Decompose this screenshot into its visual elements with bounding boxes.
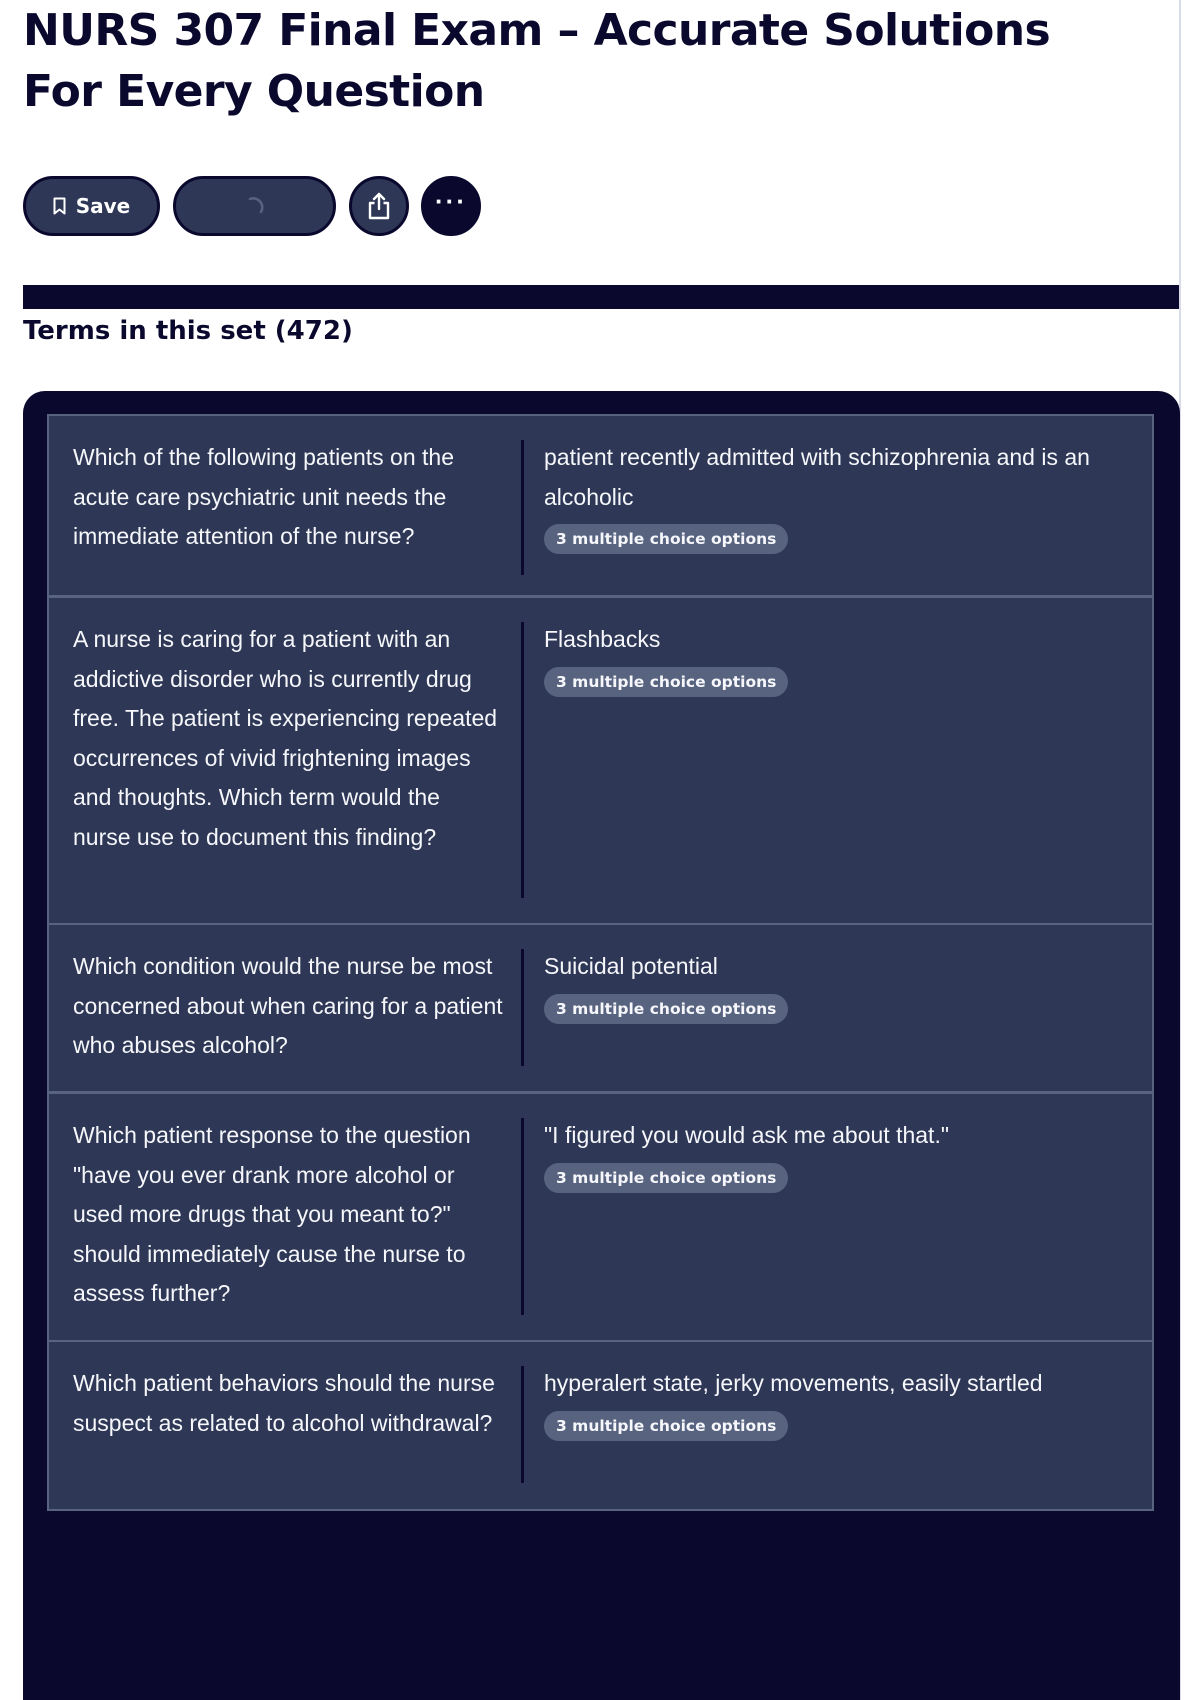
- definition-block: [544, 438, 1124, 557]
- definition-text: patient recently admitted with schizophrenia and is an alcoholic: [544, 444, 1090, 510]
- loading-spinner-icon: [244, 195, 266, 217]
- card-separator: [521, 440, 524, 575]
- card-separator: [521, 949, 524, 1066]
- save-button[interactable]: [23, 176, 160, 236]
- term-card[interactable]: [47, 923, 1154, 1093]
- multiple-choice-badge: 3 multiple choice options: [544, 1163, 788, 1193]
- term-text: Which of the following patients on the acute care psychiatric unit needs the immediate attention of the nurse?: [73, 444, 455, 549]
- terms-heading: Terms in this set (472): [23, 316, 353, 346]
- definition-text: "I figured you would ask me about that.": [544, 1122, 950, 1148]
- save-button-label: Save: [75, 194, 131, 218]
- card-separator: [521, 622, 524, 898]
- definition-block: [544, 1116, 1124, 1195]
- section-divider: [23, 285, 1179, 309]
- multiple-choice-badge: 3 multiple choice options: [544, 1411, 788, 1441]
- term-card[interactable]: [47, 1340, 1154, 1511]
- term-card[interactable]: [47, 414, 1154, 597]
- share-icon: [366, 192, 392, 220]
- term-text: Which patient behaviors should the nurse suspect as related to alcohol withdrawal?: [73, 1370, 495, 1436]
- multiple-choice-badge: 3 multiple choice options: [544, 994, 788, 1024]
- loading-button[interactable]: [173, 176, 336, 236]
- page-title: NURS 307 Final Exam – Accurate Solutions For Every Question: [23, 5, 1051, 117]
- bookmark-icon: [53, 197, 66, 215]
- share-button[interactable]: [349, 176, 409, 236]
- definition-block: [544, 947, 1124, 1026]
- card-separator: [521, 1366, 524, 1483]
- definition-text: Suicidal potential: [544, 953, 718, 979]
- definition-block: [544, 620, 1124, 699]
- multiple-choice-badge: 3 multiple choice options: [544, 524, 788, 554]
- term-text: Which condition would the nurse be most concerned about when caring for a patient who abuses alcohol?: [73, 953, 503, 1058]
- multiple-choice-badge: 3 multiple choice options: [544, 667, 788, 697]
- card-separator: [521, 1118, 524, 1315]
- definition-block: [544, 1364, 1124, 1443]
- more-options-button[interactable]: [421, 176, 481, 236]
- term-text: A nurse is caring for a patient with an addictive disorder who is currently drug free. The patient is experiencing repeated occurrences of vivid frightening images and thoughts. Which term would the nurse use to document this finding?: [73, 626, 498, 850]
- term-card[interactable]: [47, 596, 1154, 925]
- definition-text: Flashbacks: [544, 626, 661, 652]
- more-options-icon: ···: [435, 185, 467, 216]
- terms-list: [23, 391, 1180, 1700]
- term-card[interactable]: [47, 1092, 1154, 1342]
- term-text: Which patient response to the question "have you ever drank more alcohol or used more drugs that you meant to?" should immediately cause the nurse to assess further?: [73, 1122, 471, 1306]
- definition-text: hyperalert state, jerky movements, easily startled: [544, 1370, 1043, 1396]
